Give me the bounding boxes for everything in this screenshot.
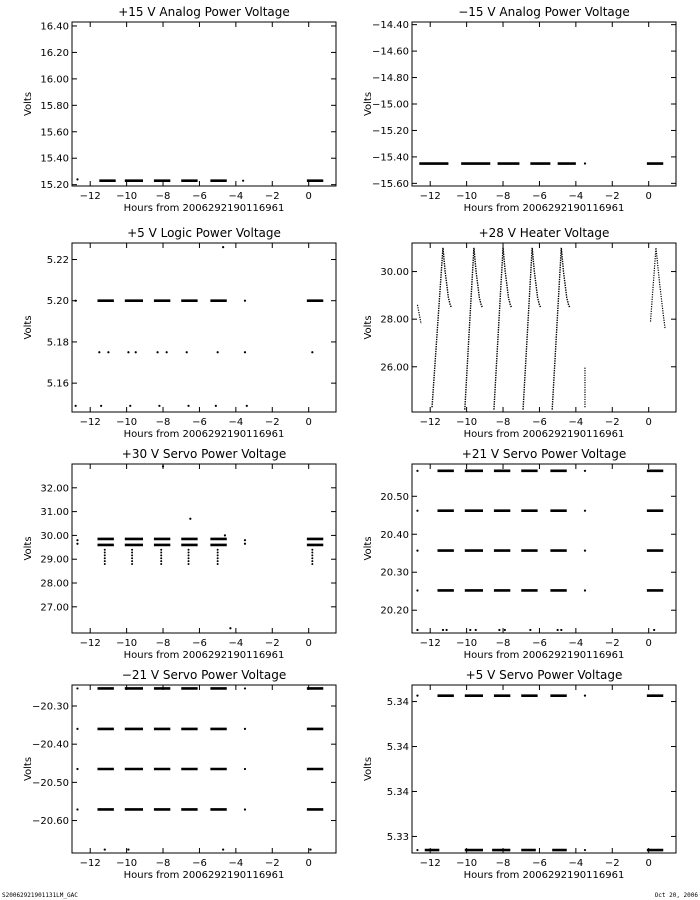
x-axis-label: Hours from 2006292190116961 <box>123 429 285 440</box>
x-tick-label: −10 <box>456 638 478 649</box>
data-point <box>131 549 133 551</box>
chart-title: +21 V Servo Power Voltage <box>461 447 627 461</box>
data-point <box>217 557 219 559</box>
data-point <box>246 405 248 407</box>
chart-panel <box>363 5 676 214</box>
data-point <box>104 563 106 565</box>
footer-filename: S20062921901131LM_GAC <box>2 892 78 899</box>
data-point <box>584 695 586 697</box>
data-point <box>416 510 418 512</box>
chart-title: +30 V Servo Power Voltage <box>121 447 287 461</box>
y-tick-label: −20.40 <box>31 739 69 751</box>
plot-frame <box>412 243 676 412</box>
plot-frame <box>412 464 676 633</box>
x-tick-label: −6 <box>192 191 207 202</box>
data-point <box>160 554 162 556</box>
x-tick-label: −8 <box>495 638 511 649</box>
x-tick-label: −12 <box>79 417 101 428</box>
y-axis-label: Volts <box>23 315 34 340</box>
x-axis-label: Hours from 2006292190116961 <box>463 429 625 440</box>
data-point <box>188 563 190 565</box>
y-tick-label: 26.00 <box>380 362 409 374</box>
x-tick-label: 0 <box>645 858 652 869</box>
y-tick-label: 20.40 <box>380 529 409 541</box>
x-tick-label: −8 <box>495 417 511 428</box>
x-tick-label: −2 <box>604 417 620 428</box>
x-tick-label: −10 <box>116 858 138 869</box>
data-point <box>311 549 313 551</box>
y-tick-label: 16.00 <box>40 74 69 86</box>
y-tick-label: 16.20 <box>40 47 69 59</box>
x-tick-label: −6 <box>532 417 547 428</box>
x-axis-label: Hours from 2006292190116961 <box>123 870 285 881</box>
data-point <box>504 629 506 631</box>
data-point <box>309 848 311 850</box>
x-tick-label: 0 <box>305 417 312 428</box>
data-point <box>244 768 246 770</box>
x-tick-label: −6 <box>192 858 207 869</box>
x-tick-label: −2 <box>264 858 280 869</box>
y-tick-label: 20.30 <box>380 567 409 579</box>
data-trace <box>523 248 540 410</box>
data-point <box>131 552 133 554</box>
y-tick-label: −15.00 <box>371 99 409 111</box>
data-point <box>76 728 78 730</box>
data-point <box>76 768 78 770</box>
data-point <box>129 405 131 407</box>
x-tick-label: −10 <box>116 638 138 649</box>
data-point <box>188 560 190 562</box>
x-tick-label: −8 <box>155 858 171 869</box>
data-point <box>244 539 246 541</box>
data-point <box>584 589 586 591</box>
data-point <box>416 629 418 631</box>
data-point <box>224 534 226 536</box>
x-tick-label: −10 <box>456 191 478 202</box>
y-axis-label: Volts <box>363 536 374 561</box>
y-tick-label: 27.00 <box>40 602 69 614</box>
x-tick-label: −2 <box>264 417 280 428</box>
y-tick-label: 28.00 <box>380 314 409 326</box>
x-tick-label: −12 <box>419 191 441 202</box>
y-tick-label: 15.80 <box>40 100 69 112</box>
plot-frame <box>72 22 336 186</box>
data-point <box>560 629 562 631</box>
data-point <box>584 162 586 164</box>
y-tick-label: 15.40 <box>40 153 69 165</box>
y-tick-label: 28.00 <box>40 578 69 590</box>
data-point <box>416 470 418 472</box>
chart-title: +5 V Servo Power Voltage <box>465 668 623 682</box>
x-tick-label: −10 <box>456 858 478 869</box>
data-trace <box>432 248 451 407</box>
x-tick-label: −2 <box>264 638 280 649</box>
y-tick-label: 5.22 <box>46 254 69 266</box>
data-point <box>127 848 129 850</box>
data-point <box>311 557 313 559</box>
data-point <box>76 808 78 810</box>
data-point <box>217 563 219 565</box>
y-tick-label: −14.80 <box>371 73 409 85</box>
y-tick-label: 32.00 <box>40 483 69 495</box>
data-point <box>416 849 418 851</box>
data-point <box>311 563 313 565</box>
y-tick-label: 15.60 <box>40 127 69 139</box>
y-tick-label: 5.16 <box>46 378 69 390</box>
x-tick-label: −2 <box>604 638 620 649</box>
x-tick-label: −12 <box>419 858 441 869</box>
x-axis-label: Hours from 2006292190116961 <box>463 650 625 661</box>
x-tick-label: −4 <box>228 858 244 869</box>
data-point <box>160 563 162 565</box>
y-tick-label: 31.00 <box>40 507 69 519</box>
data-point <box>98 351 100 353</box>
x-tick-label: −8 <box>155 417 171 428</box>
data-point <box>189 518 191 520</box>
x-tick-label: −6 <box>532 638 547 649</box>
data-point <box>217 560 219 562</box>
data-point <box>584 549 586 551</box>
data-point <box>188 557 190 559</box>
data-trace <box>552 248 569 410</box>
y-tick-label: −15.20 <box>371 125 409 137</box>
x-tick-label: 0 <box>645 191 652 202</box>
x-tick-label: −4 <box>568 638 584 649</box>
x-tick-label: −6 <box>532 191 547 202</box>
data-point <box>217 549 219 551</box>
x-tick-label: 0 <box>305 858 312 869</box>
x-tick-label: 0 <box>305 191 312 202</box>
data-point <box>244 808 246 810</box>
plot-frame <box>72 243 336 412</box>
y-tick-label: 5.18 <box>46 337 69 349</box>
y-tick-label: 29.00 <box>40 554 69 566</box>
data-point <box>311 560 313 562</box>
x-tick-label: −6 <box>532 858 547 869</box>
x-tick-label: −10 <box>456 417 478 428</box>
y-tick-label: −14.40 <box>371 20 409 32</box>
data-point <box>160 557 162 559</box>
x-axis-label: Hours from 2006292190116961 <box>123 203 285 214</box>
data-point <box>100 405 102 407</box>
y-tick-label: 30.00 <box>40 530 69 542</box>
data-point <box>242 180 244 182</box>
y-tick-label: 20.50 <box>380 491 409 503</box>
x-tick-label: −12 <box>419 417 441 428</box>
x-tick-label: 0 <box>305 638 312 649</box>
data-point <box>104 560 106 562</box>
x-tick-label: −2 <box>604 858 620 869</box>
chart-panel <box>363 447 676 661</box>
chart-panel <box>23 5 336 214</box>
y-tick-label: −20.50 <box>31 777 69 789</box>
data-point <box>217 554 219 556</box>
x-axis-label: Hours from 2006292190116961 <box>123 650 285 661</box>
data-point <box>156 351 158 353</box>
chart-title: +5 V Logic Power Voltage <box>127 226 281 240</box>
chart-title: +15 V Analog Power Voltage <box>118 5 290 19</box>
x-axis-label: Hours from 2006292190116961 <box>463 870 625 881</box>
chart-panel <box>23 226 336 440</box>
y-tick-label: 16.40 <box>40 21 69 33</box>
plot-frame <box>72 464 336 633</box>
data-point <box>188 549 190 551</box>
data-point <box>160 549 162 551</box>
data-point <box>76 178 78 180</box>
data-point <box>416 549 418 551</box>
data-point <box>127 351 129 353</box>
y-axis-label: Volts <box>23 91 34 117</box>
x-tick-label: −8 <box>495 191 511 202</box>
data-point <box>442 629 444 631</box>
x-axis-label: Hours from 2006292190116961 <box>463 203 625 214</box>
x-tick-label: −4 <box>228 191 244 202</box>
y-tick-label: −14.60 <box>371 46 409 58</box>
data-trace <box>494 248 511 410</box>
y-tick-label: 30.00 <box>380 267 409 279</box>
y-axis-label: Volts <box>23 756 34 782</box>
data-point <box>244 351 246 353</box>
data-point <box>475 629 477 631</box>
chart-title: +28 V Heater Voltage <box>478 226 610 240</box>
data-point <box>131 554 133 556</box>
y-axis-label: Volts <box>363 756 374 782</box>
data-point <box>217 552 219 554</box>
y-tick-label: 20.20 <box>380 605 409 617</box>
data-point <box>244 300 246 302</box>
data-point <box>75 405 77 407</box>
data-point <box>75 300 77 302</box>
x-tick-label: −2 <box>264 191 280 202</box>
x-tick-label: −6 <box>192 417 207 428</box>
data-point <box>135 351 137 353</box>
data-point <box>244 543 246 545</box>
x-tick-label: −6 <box>192 638 207 649</box>
data-point <box>217 351 219 353</box>
data-point <box>76 543 78 545</box>
data-point <box>498 629 500 631</box>
chart-panel <box>23 447 336 661</box>
x-tick-label: −4 <box>568 858 584 869</box>
data-point <box>584 510 586 512</box>
chart-title: −15 V Analog Power Voltage <box>458 5 630 19</box>
data-point <box>469 629 471 631</box>
data-point <box>188 552 190 554</box>
y-tick-label: 5.34 <box>386 742 409 754</box>
chart-panel <box>23 668 336 881</box>
x-tick-label: −12 <box>79 858 101 869</box>
data-point <box>166 351 168 353</box>
data-point <box>131 563 133 565</box>
data-point <box>244 687 246 689</box>
data-point <box>311 351 313 353</box>
y-tick-label: −20.60 <box>31 816 69 828</box>
data-point <box>416 589 418 591</box>
data-point <box>76 687 78 689</box>
data-point <box>186 351 188 353</box>
chart-title: −21 V Servo Power Voltage <box>121 668 287 682</box>
data-point <box>76 539 78 541</box>
data-point <box>584 470 586 472</box>
data-point <box>311 554 313 556</box>
x-tick-label: −12 <box>419 638 441 649</box>
x-tick-label: 0 <box>645 638 652 649</box>
data-point <box>557 629 559 631</box>
data-point <box>229 627 231 629</box>
data-point <box>653 629 655 631</box>
data-point <box>160 560 162 562</box>
data-point <box>222 848 224 850</box>
x-tick-label: −8 <box>495 858 511 869</box>
data-point <box>187 405 189 407</box>
data-point <box>131 557 133 559</box>
y-axis-label: Volts <box>363 315 374 340</box>
plot-frame <box>412 22 676 186</box>
data-point <box>160 552 162 554</box>
x-tick-label: −10 <box>116 417 138 428</box>
chart-panel <box>363 226 676 440</box>
data-point <box>584 849 586 851</box>
data-point <box>104 554 106 556</box>
x-tick-label: 0 <box>645 417 652 428</box>
data-point <box>529 629 531 631</box>
y-tick-label: 5.34 <box>386 697 409 709</box>
x-tick-label: −10 <box>116 191 138 202</box>
data-point <box>222 246 224 248</box>
data-point <box>104 552 106 554</box>
y-axis-label: Volts <box>23 536 34 561</box>
x-tick-label: −8 <box>155 638 171 649</box>
y-tick-label: −20.30 <box>31 701 69 713</box>
data-trace <box>465 248 482 410</box>
data-trace <box>651 248 666 329</box>
data-point <box>131 560 133 562</box>
data-point <box>445 629 447 631</box>
x-tick-label: −4 <box>228 417 244 428</box>
chart-panel <box>363 668 676 881</box>
x-tick-label: −4 <box>568 191 584 202</box>
x-tick-label: −8 <box>155 191 171 202</box>
data-point <box>104 848 106 850</box>
y-tick-label: 5.33 <box>386 831 409 843</box>
y-tick-label: −15.40 <box>371 152 409 164</box>
data-point <box>215 405 217 407</box>
y-tick-label: 5.20 <box>46 296 69 308</box>
data-point <box>416 695 418 697</box>
y-axis-label: Volts <box>363 91 374 117</box>
footer-date: Oct 20, 2006 <box>654 892 698 899</box>
data-point <box>311 552 313 554</box>
x-tick-label: −4 <box>568 417 584 428</box>
y-tick-label: 5.34 <box>386 786 409 798</box>
data-point <box>244 728 246 730</box>
x-tick-label: −12 <box>79 638 101 649</box>
data-point <box>104 557 106 559</box>
y-tick-label: −15.60 <box>371 178 409 190</box>
data-point <box>107 351 109 353</box>
data-trace <box>417 305 421 324</box>
y-tick-label: 15.20 <box>40 180 69 192</box>
data-point <box>104 549 106 551</box>
x-tick-label: −2 <box>604 191 620 202</box>
data-point <box>158 405 160 407</box>
x-tick-label: −4 <box>228 638 244 649</box>
data-point <box>188 554 190 556</box>
plot-frame <box>412 685 676 853</box>
data-point <box>162 465 164 467</box>
x-tick-label: −12 <box>79 191 101 202</box>
